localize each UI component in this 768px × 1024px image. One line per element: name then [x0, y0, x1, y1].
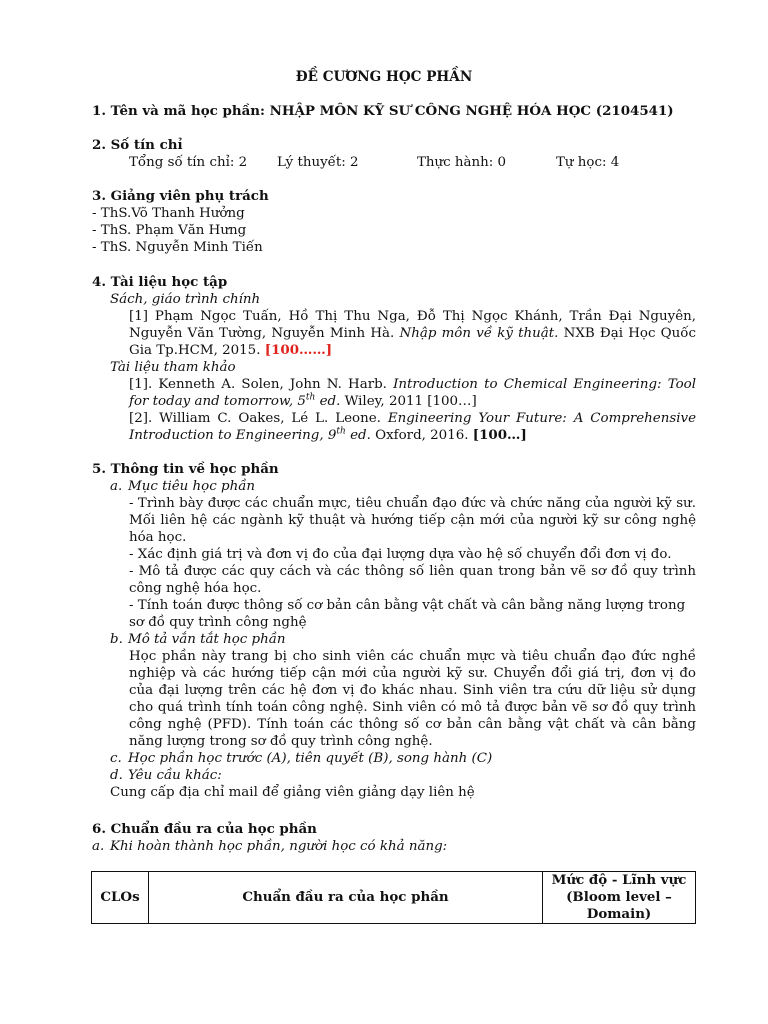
section-6	[92, 821, 696, 855]
reference-title: Engineering Your Future: A Comprehensive Introduction to Engineering, 9	[129, 411, 697, 443]
reference-publisher: Wiley, 2011 [100…]	[344, 394, 477, 409]
item-label: Yêu cầu khác:	[128, 768, 222, 783]
reference-publisher: Oxford, 2016.	[375, 428, 469, 443]
lecturer-item: - ThS.Võ Thanh Hưởng	[92, 206, 245, 221]
item-label: Mục tiêu học phần	[128, 479, 256, 494]
item-label: Mô tả vắn tắt học phần	[128, 632, 286, 647]
other-requirements-text: Cung cấp địa chỉ mail để giảng viên giảng dạy liên hệ	[110, 785, 475, 800]
prerequisites-label	[92, 750, 696, 767]
main-reference-title: Nhập môn về kỹ thuật.	[399, 326, 559, 341]
main-reference-publisher: NXB Đại Học Quốc Gia Tp.HCM, 2015.	[129, 326, 696, 358]
theory-credits: Lý thuyết: 2	[277, 155, 359, 170]
main-reference-tag: [100……]	[264, 342, 333, 358]
practice-credits: Thực hành: 0	[417, 155, 507, 170]
document-title: ĐỀ CƯƠNG HỌC PHẦN	[295, 69, 473, 85]
section-5	[92, 461, 696, 801]
item-letter: a.	[92, 839, 105, 854]
item-letter: c.	[110, 751, 122, 766]
reference-edition-superscript: th	[305, 392, 316, 403]
course-description: Học phần này trang bị cho sinh viên các chuẩn mực và tiêu chuẩn đạo đức nghề nghiệp và các hướng tiếp cận mới của người kỹ sư. Chuyển đổi giá trị, đơn vị đo của đại lượng trên các hệ đơn vị đo khác nhau. Sinh viên tra cứu dữ liệu sử dụng cho quá trình tính toán công nghệ. Sinh viên có mô tả được bản vẽ sơ đồ quy trình công nghệ (PFD). Tính toán các thông số cơ bản cân bằng vật chất và cân bằng năng lượng trong sơ đồ quy trình công nghệ.	[129, 649, 696, 749]
section-3	[92, 188, 696, 256]
section-6-heading: 6. Chuẩn đầu ra của học phần	[92, 821, 317, 837]
reference-title: Introduction to Chemical Engineering: Tool for today and tomorrow, 5	[129, 377, 696, 409]
other-requirements-label	[92, 767, 696, 784]
table-header-bloom-level: Mức độ - Lĩnh vực (Bloom level – Domain)	[543, 872, 696, 924]
reference-item	[92, 410, 696, 444]
total-credits: Tổng số tín chỉ: 2	[129, 155, 248, 170]
table-header-clos: CLOs	[92, 872, 149, 924]
section-3-heading: 3. Giảng viên phụ trách	[92, 188, 269, 204]
reference-edition: ed.	[350, 428, 371, 443]
reference-item	[92, 376, 696, 410]
reference-edition: ed.	[319, 394, 341, 409]
table-header-row	[92, 872, 696, 924]
item-letter: a.	[110, 479, 123, 494]
credit-row	[92, 154, 696, 171]
lecturer-item: - ThS. Nguyễn Minh Tiến	[92, 240, 263, 255]
section-1	[92, 103, 696, 120]
item-label: Khi hoàn thành học phần, người học có khả năng:	[110, 839, 448, 854]
learning-outcomes-intro	[92, 838, 696, 855]
course-description-label	[92, 631, 696, 648]
reference-edition-superscript: th	[336, 426, 346, 437]
self-study-credits: Tự học: 4	[556, 155, 620, 170]
section-2	[92, 137, 696, 171]
further-reading-label: Tài liệu tham khảo	[110, 360, 236, 375]
objective-item: - Trình bày được các chuẩn mực, tiêu chuẩn đạo đức và chức năng của người kỹ sư. Mối liên hệ các ngành kỹ thuật và hướng tiếp cận mới của người kỹ sư công nghệ hóa học.	[129, 496, 696, 545]
main-reference	[92, 308, 696, 359]
table-header-outcomes: Chuẩn đầu ra của học phần	[149, 872, 543, 924]
item-letter: d.	[110, 768, 123, 783]
reference-authors: [2]. William C. Oakes, Lé L. Leone.	[129, 411, 381, 426]
objective-item: - Xác định giá trị và đơn vị đo của đại lượng dựa vào hệ số chuyển đổi đơn vị đo.	[129, 547, 672, 562]
objective-item: - Tính toán được thông số cơ bản cân bằng vật chất và cân bằng năng lượng trong sơ đồ quy trình công nghệ	[129, 598, 686, 630]
section-2-heading: 2. Số tín chỉ	[92, 137, 183, 153]
section-1-heading: 1. Tên và mã học phần: NHẬP MÔN KỸ SƯ CÔNG NGHỆ HÓA HỌC (2104541)	[92, 103, 674, 119]
section-4-heading: 4. Tài liệu học tập	[92, 274, 228, 290]
section-4	[92, 274, 696, 444]
item-label: Học phần học trước (A), tiên quyết (B), song hành (C)	[128, 751, 493, 766]
main-reference-authors: [1] Phạm Ngọc Tuấn, Hồ Thị Thu Nga, Đỗ Thị Ngọc Khánh, Trần Đại Nguyên, Nguyễn Văn Tường, Nguyễn Minh Hà.	[129, 309, 696, 341]
lecturer-item: - ThS. Phạm Văn Hưng	[92, 223, 247, 238]
item-letter: b.	[110, 632, 123, 647]
reference-authors: [1]. Kenneth A. Solen, John N. Harb.	[129, 377, 387, 392]
learning-outcomes-table	[91, 871, 696, 924]
reference-tag: [100…]	[472, 427, 527, 443]
course-objectives-label	[92, 478, 696, 495]
main-textbook-label: Sách, giáo trình chính	[110, 292, 261, 307]
objective-item: - Mô tả được các quy cách và các thông số liên quan trong bản vẽ sơ đồ quy trình công nghệ hóa học.	[129, 564, 696, 596]
section-5-heading: 5. Thông tin về học phần	[92, 461, 279, 477]
